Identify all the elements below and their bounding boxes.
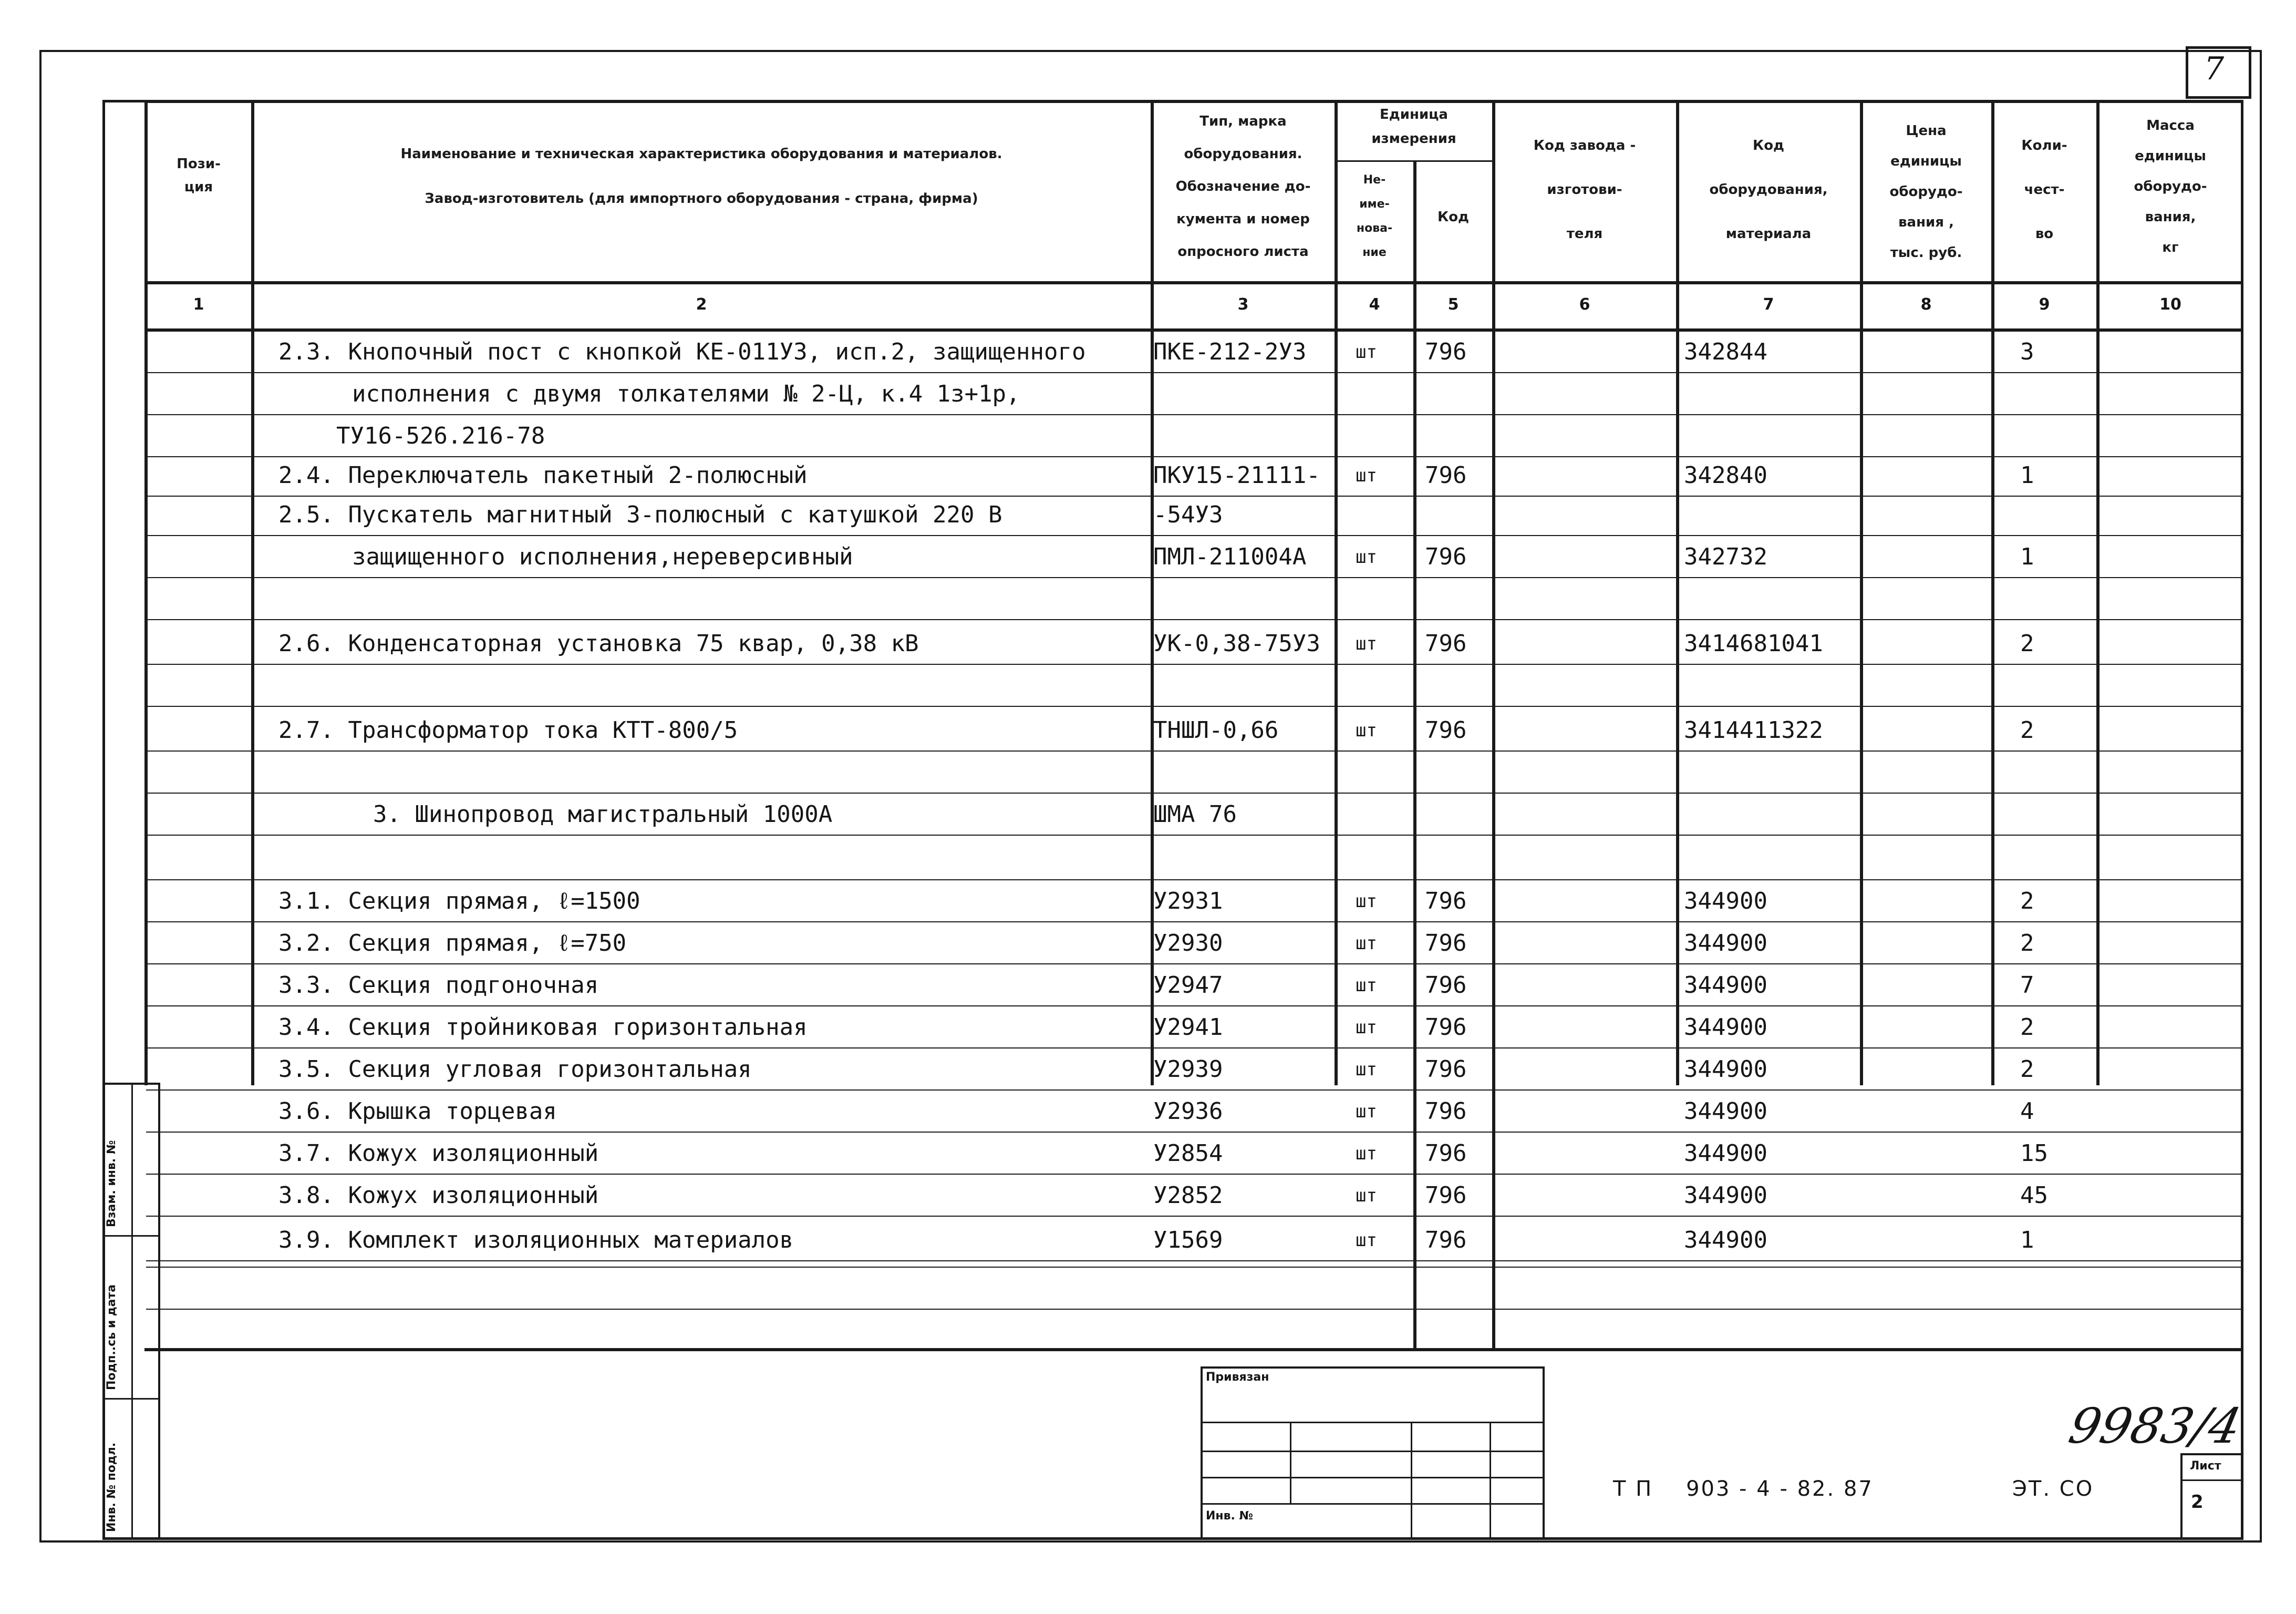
colnum-8: 8 <box>1920 295 1932 314</box>
header-unit-code: Код <box>1437 209 1470 225</box>
cell-equip-code: 342840 <box>1684 462 1767 489</box>
cell-equip-code: 344900 <box>1684 1056 1767 1083</box>
cell-equip-code: 3414681041 <box>1684 630 1823 657</box>
cell-qty: 1 <box>2020 462 2034 489</box>
header-name-line2: Завод-изготовитель (для импортного оборудования - страна, фирма) <box>425 191 978 207</box>
cell-equip-code: 344900 <box>1684 972 1767 999</box>
header-type: Тип, марка оборудования. Обозначение до- кумента и номер опросного листа <box>1175 114 1311 260</box>
cell-equip-code: 342732 <box>1684 543 1767 570</box>
cell-name: 3.3. Секция подгоночная <box>278 972 599 999</box>
cell-code: 796 <box>1425 1140 1467 1167</box>
row-line <box>146 664 2243 665</box>
cell-name: 3.1. Секция прямая, ℓ=1500 <box>278 888 640 914</box>
cell-equip-code: 342844 <box>1684 338 1767 365</box>
cell-name: защищенного исполнения,нереверсивный <box>352 543 853 570</box>
cell-equip-code: 344900 <box>1684 888 1767 914</box>
header-unit-title: Единица измерения <box>1371 107 1456 147</box>
cell-type: ПКЕ-212-2У3 <box>1153 338 1307 365</box>
stamp-line <box>1201 1451 1545 1452</box>
cell-qty: 4 <box>2020 1098 2034 1125</box>
side-label-vzam-inv: Взам. инв. № <box>105 1140 118 1227</box>
cell-unit: шт <box>1356 975 1377 996</box>
cell-code: 796 <box>1425 972 1467 999</box>
colnum-7: 7 <box>1763 295 1774 314</box>
row-line <box>146 835 2243 836</box>
cell-unit: шт <box>1356 1143 1377 1164</box>
cell-name: 2.5. Пускатель магнитный 3-полюсный с катушкой 220 В <box>278 501 1002 528</box>
cell-type: У2852 <box>1153 1182 1223 1209</box>
cell-unit: шт <box>1356 1230 1377 1251</box>
cell-unit: шт <box>1356 633 1377 654</box>
cell-name: 2.4. Переключатель пакетный 2-полюсный <box>278 462 808 489</box>
colnum-6: 6 <box>1579 295 1590 314</box>
cell-name: 2.7. Трансформатор тока КТТ-800/5 <box>278 717 738 744</box>
header-equip-code: Код оборудования, материала <box>1709 138 1828 242</box>
row-line <box>146 619 2243 620</box>
cell-type: У2931 <box>1153 888 1223 914</box>
cell-equip-code: 344900 <box>1684 1182 1767 1209</box>
cell-qty: 45 <box>2020 1182 2048 1209</box>
cell-type: -54У3 <box>1153 501 1223 528</box>
handwritten-number: 9983/4 <box>2064 1398 2247 1454</box>
cell-code: 796 <box>1425 717 1467 744</box>
cell-name: 3. Шинопровод магистральный 1000А <box>373 801 833 828</box>
cell-code: 796 <box>1425 630 1467 657</box>
cell-type: ШМА 76 <box>1153 801 1237 828</box>
row-line <box>146 1267 2243 1268</box>
cell-code: 796 <box>1425 462 1467 489</box>
cell-type: ПМЛ-211004А <box>1153 543 1307 570</box>
colnum-3: 3 <box>1237 295 1249 314</box>
cell-type: У2936 <box>1153 1098 1223 1125</box>
cell-name: 3.5. Секция угловая горизонтальная <box>278 1056 752 1083</box>
header-price: Цена единицы оборудо- вания , тыс. руб. <box>1889 123 1963 261</box>
stamp-line <box>1201 1503 1545 1505</box>
cell-name: 3.6. Крышка торцевая <box>278 1098 557 1125</box>
header-plant-code: Код завода - изготови- теля <box>1533 138 1636 242</box>
header-name-line1: Наименование и техническая характеристика оборудования и материалов. <box>400 146 1002 162</box>
cell-qty: 3 <box>2020 338 2034 365</box>
cell-equip-code: 344900 <box>1684 1227 1767 1253</box>
side-label-podp-data: Подп..сь и дата <box>105 1284 118 1390</box>
cell-unit: шт <box>1356 465 1377 486</box>
table-bottom <box>144 1348 2243 1351</box>
sheet-box-divider <box>2180 1479 2243 1481</box>
row-line <box>146 1216 2243 1217</box>
cell-code: 796 <box>1425 888 1467 914</box>
cell-qty: 1 <box>2020 543 2034 570</box>
side-stamp-divider <box>131 1083 133 1540</box>
cell-qty: 2 <box>2020 1056 2034 1083</box>
colnum-10: 10 <box>2159 295 2181 314</box>
cell-unit: шт <box>1356 720 1377 741</box>
cell-name: 3.8. Кожух изоляционный <box>278 1182 599 1209</box>
col-line <box>251 100 254 1085</box>
cell-code: 796 <box>1425 338 1467 365</box>
cell-name: ТУ16-526.216-78 <box>336 423 545 449</box>
cell-qty: 15 <box>2020 1140 2048 1167</box>
row-line <box>146 706 2243 707</box>
cell-name: 3.4. Секция тройниковая горизонтальная <box>278 1014 808 1041</box>
table-top <box>144 100 2243 103</box>
cell-unit: шт <box>1356 1185 1377 1206</box>
cell-type: У2854 <box>1153 1140 1223 1167</box>
cell-qty: 2 <box>2020 1014 2034 1041</box>
cell-code: 796 <box>1425 1182 1467 1209</box>
side-label-inv-podl: Инв. № подл. <box>105 1442 118 1532</box>
cell-name: 3.9. Комплект изоляционных материалов <box>278 1227 794 1253</box>
cell-type: У2930 <box>1153 930 1223 957</box>
cell-type: У2939 <box>1153 1056 1223 1083</box>
colnum-2: 2 <box>696 295 707 314</box>
cell-unit: шт <box>1356 933 1377 954</box>
col-line <box>144 100 148 1085</box>
cell-qty: 2 <box>2020 717 2034 744</box>
cell-type: У2947 <box>1153 972 1223 999</box>
cell-code: 796 <box>1425 930 1467 957</box>
cell-type: ПКУ15-21111- <box>1153 462 1320 489</box>
cell-qty: 1 <box>2020 1227 2034 1253</box>
cell-equip-code: 344900 <box>1684 1014 1767 1041</box>
stamp-line <box>1411 1422 1412 1540</box>
row-line <box>146 751 2243 752</box>
cell-name: 3.7. Кожух изоляционный <box>278 1140 599 1167</box>
cell-unit: шт <box>1356 342 1377 363</box>
cell-equip-code: 344900 <box>1684 930 1767 957</box>
corner-sheet-number: 7 <box>2204 50 2225 87</box>
cell-name: 2.3. Кнопочный пост с кнопкой КЕ-011У3, исп.2, защищенного <box>278 338 1086 365</box>
cell-type: У1569 <box>1153 1227 1223 1253</box>
privyazan-label: Привязан <box>1206 1371 1269 1384</box>
col-line <box>1413 160 1416 1348</box>
cell-qty: 7 <box>2020 972 2034 999</box>
cell-type: ТНШЛ-0,66 <box>1153 717 1279 744</box>
cell-qty: 2 <box>2020 888 2034 914</box>
cell-unit: шт <box>1356 891 1377 912</box>
cell-type: УК-0,38-75У3 <box>1153 630 1320 657</box>
cell-equip-code: 344900 <box>1684 1140 1767 1167</box>
doc-code: Т П 903 - 4 - 82. 87 <box>1613 1477 1874 1501</box>
row-line <box>146 577 2243 578</box>
cell-unit: шт <box>1356 1059 1377 1080</box>
cell-name: 3.2. Секция прямая, ℓ=750 <box>278 930 627 957</box>
header-quantity: Коли- чест- во <box>2021 138 2067 242</box>
stamp-line <box>1290 1422 1291 1503</box>
row-line <box>146 1309 2243 1310</box>
cell-unit: шт <box>1356 547 1377 568</box>
cell-equip-code: 3414411322 <box>1684 717 1823 744</box>
cell-qty: 2 <box>2020 630 2034 657</box>
cell-code: 796 <box>1425 1014 1467 1041</box>
stamp-line <box>1201 1477 1545 1478</box>
header-unit-group: Не- име- нова- ние <box>1356 173 1393 259</box>
sheet-label: Лист <box>2190 1459 2221 1473</box>
colnum-9: 9 <box>2039 295 2050 314</box>
cell-code: 796 <box>1425 1227 1467 1253</box>
cell-equip-code: 344900 <box>1684 1098 1767 1125</box>
stamp-inv-no: Инв. № <box>1206 1509 1254 1523</box>
section-code: ЭТ. СО <box>2012 1477 2094 1501</box>
cell-code: 796 <box>1425 543 1467 570</box>
cell-code: 796 <box>1425 1056 1467 1083</box>
colnum-1: 1 <box>193 295 204 314</box>
header-mass: Масса единицы оборудо- вания, кг <box>2134 118 2207 255</box>
sheet-number: 2 <box>2191 1492 2204 1513</box>
cell-unit: шт <box>1356 1017 1377 1038</box>
cell-type: У2941 <box>1153 1014 1223 1041</box>
row-line <box>146 1260 2243 1261</box>
stamp-line <box>1490 1422 1491 1540</box>
colnum-5: 5 <box>1447 295 1459 314</box>
stamp-line <box>1201 1422 1545 1423</box>
cell-name: исполнения с двумя толкателями № 2-Ц, к.4 1з+1р, <box>352 381 1020 407</box>
header-position: Пози- ция <box>177 156 221 195</box>
cell-code: 796 <box>1425 1098 1467 1125</box>
colnum-4: 4 <box>1369 295 1380 314</box>
cell-name: 2.6. Конденсаторная установка 75 квар, 0,38 кВ <box>278 630 919 657</box>
cell-qty: 2 <box>2020 930 2034 957</box>
cell-unit: шт <box>1356 1101 1377 1122</box>
